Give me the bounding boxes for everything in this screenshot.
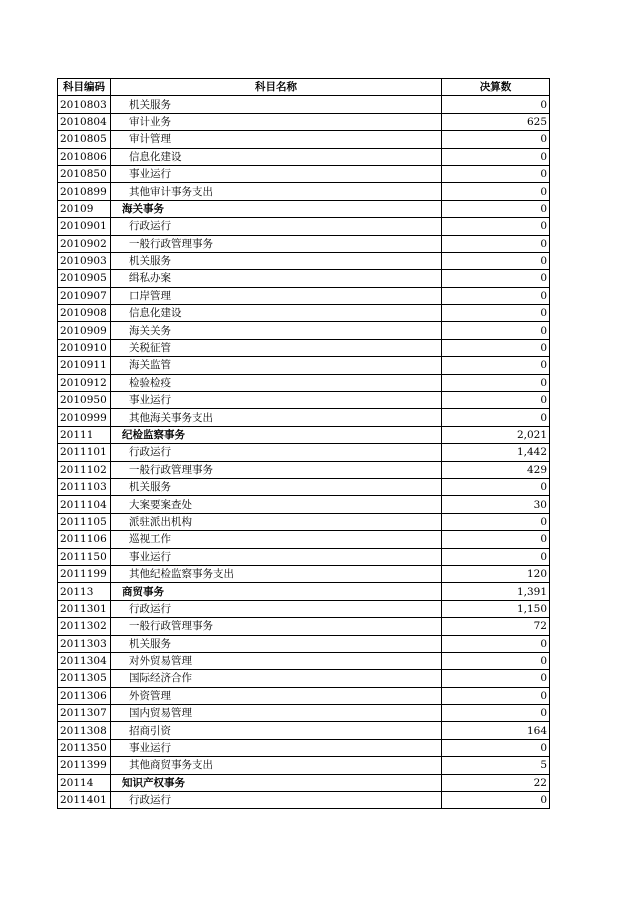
code-cell: 20111: [58, 426, 111, 443]
value-cell: 0: [442, 287, 550, 304]
code-cell: 2011308: [58, 722, 111, 739]
name-cell: 派驻派出机构: [111, 513, 442, 530]
table-row: [58, 131, 550, 148]
value-cell: 0: [442, 270, 550, 287]
code-cell: 2011150: [58, 548, 111, 565]
name-cell: 其他海关事务支出: [111, 409, 442, 426]
code-cell: 2010899: [58, 183, 111, 200]
table-row: [58, 218, 550, 235]
value-cell: 2,021: [442, 426, 550, 443]
table-row: [58, 461, 550, 478]
value-cell: 72: [442, 618, 550, 635]
value-cell: 0: [442, 739, 550, 756]
value-cell: 0: [442, 148, 550, 165]
value-cell: 1,150: [442, 600, 550, 617]
value-cell: 0: [442, 200, 550, 217]
name-cell: 一般行政管理事务: [111, 235, 442, 252]
value-cell: 0: [442, 705, 550, 722]
code-cell: 2011102: [58, 461, 111, 478]
table-row: [58, 444, 550, 461]
name-cell: 信息化建设: [111, 305, 442, 322]
table-row: [58, 252, 550, 269]
code-cell: 2011302: [58, 618, 111, 635]
code-cell: 2010912: [58, 374, 111, 391]
name-cell: 其他商贸事务支出: [111, 757, 442, 774]
table-row: [58, 235, 550, 252]
value-cell: 625: [442, 113, 550, 130]
code-cell: 2011401: [58, 792, 111, 809]
code-cell: 2011303: [58, 635, 111, 652]
name-cell: 行政运行: [111, 444, 442, 461]
name-cell: 外资管理: [111, 687, 442, 704]
name-cell: 缉私办案: [111, 270, 442, 287]
name-cell: 对外贸易管理: [111, 652, 442, 669]
name-cell: 纪检监察事务: [111, 426, 442, 443]
table-row: [58, 305, 550, 322]
name-cell: 大案要案查处: [111, 496, 442, 513]
code-cell: 2010803: [58, 96, 111, 113]
value-cell: 0: [442, 165, 550, 182]
table-row: [58, 409, 550, 426]
code-cell: 2011106: [58, 531, 111, 548]
code-cell: 2010907: [58, 287, 111, 304]
name-cell: 事业运行: [111, 739, 442, 756]
header-name: 科目名称: [111, 79, 442, 96]
code-cell: 2011104: [58, 496, 111, 513]
code-cell: 2011105: [58, 513, 111, 530]
name-cell: 国内贸易管理: [111, 705, 442, 722]
value-cell: 1,442: [442, 444, 550, 461]
name-cell: 一般行政管理事务: [111, 618, 442, 635]
value-cell: 30: [442, 496, 550, 513]
table-row: [58, 635, 550, 652]
name-cell: 行政运行: [111, 792, 442, 809]
name-cell: 口岸管理: [111, 287, 442, 304]
name-cell: 海关事务: [111, 200, 442, 217]
table-row: [58, 722, 550, 739]
table-row: [58, 374, 550, 391]
value-cell: 0: [442, 96, 550, 113]
value-cell: 0: [442, 513, 550, 530]
table-row: [58, 600, 550, 617]
code-cell: 2010901: [58, 218, 111, 235]
table-row: [58, 618, 550, 635]
value-cell: 120: [442, 565, 550, 582]
value-cell: 0: [442, 548, 550, 565]
table-row: [58, 287, 550, 304]
table-row: [58, 757, 550, 774]
name-cell: 国际经济合作: [111, 670, 442, 687]
value-cell: 0: [442, 652, 550, 669]
code-cell: 20109: [58, 200, 111, 217]
code-cell: 2011101: [58, 444, 111, 461]
name-cell: 商贸事务: [111, 583, 442, 600]
code-cell: 2011350: [58, 739, 111, 756]
table-row: [58, 270, 550, 287]
value-cell: 0: [442, 409, 550, 426]
code-cell: 2011199: [58, 565, 111, 582]
value-cell: 0: [442, 792, 550, 809]
table-row: [58, 339, 550, 356]
value-cell: 0: [442, 531, 550, 548]
name-cell: 机关服务: [111, 96, 442, 113]
code-cell: 2010908: [58, 305, 111, 322]
table-row: [58, 96, 550, 113]
table-row: [58, 165, 550, 182]
code-cell: 2011304: [58, 652, 111, 669]
value-cell: 0: [442, 687, 550, 704]
value-cell: 0: [442, 235, 550, 252]
header-code: 科目编码: [58, 79, 111, 96]
code-cell: 2010950: [58, 392, 111, 409]
table-body: [58, 96, 550, 809]
category-row: [58, 200, 550, 217]
value-cell: 22: [442, 774, 550, 791]
value-cell: 0: [442, 478, 550, 495]
name-cell: 检验检疫: [111, 374, 442, 391]
value-cell: 0: [442, 322, 550, 339]
name-cell: 知识产权事务: [111, 774, 442, 791]
name-cell: 其他纪检监察事务支出: [111, 565, 442, 582]
code-cell: 2011306: [58, 687, 111, 704]
code-cell: 2011301: [58, 600, 111, 617]
table-row: [58, 357, 550, 374]
value-cell: 5: [442, 757, 550, 774]
name-cell: 机关服务: [111, 635, 442, 652]
name-cell: 招商引资: [111, 722, 442, 739]
value-cell: 0: [442, 131, 550, 148]
table-row: [58, 183, 550, 200]
table-row: [58, 548, 550, 565]
table-row: [58, 531, 550, 548]
table-row: [58, 478, 550, 495]
code-cell: 2011103: [58, 478, 111, 495]
value-cell: 0: [442, 252, 550, 269]
name-cell: 信息化建设: [111, 148, 442, 165]
value-cell: 164: [442, 722, 550, 739]
value-cell: 0: [442, 183, 550, 200]
value-cell: 1,391: [442, 583, 550, 600]
code-cell: 2010805: [58, 131, 111, 148]
table-row: [58, 322, 550, 339]
name-cell: 行政运行: [111, 218, 442, 235]
table-row: [58, 565, 550, 582]
name-cell: 关税征管: [111, 339, 442, 356]
name-cell: 巡视工作: [111, 531, 442, 548]
name-cell: 事业运行: [111, 165, 442, 182]
name-cell: 海关监管: [111, 357, 442, 374]
name-cell: 其他审计事务支出: [111, 183, 442, 200]
name-cell: 机关服务: [111, 252, 442, 269]
table-row: [58, 792, 550, 809]
code-cell: 20113: [58, 583, 111, 600]
name-cell: 事业运行: [111, 392, 442, 409]
code-cell: 2011305: [58, 670, 111, 687]
category-row: [58, 426, 550, 443]
name-cell: 审计业务: [111, 113, 442, 130]
value-cell: 0: [442, 357, 550, 374]
name-cell: 一般行政管理事务: [111, 461, 442, 478]
code-cell: 2010850: [58, 165, 111, 182]
budget-table: [57, 78, 550, 809]
category-row: [58, 583, 550, 600]
code-cell: 2010804: [58, 113, 111, 130]
code-cell: 2010905: [58, 270, 111, 287]
code-cell: 2011399: [58, 757, 111, 774]
code-cell: 2010910: [58, 339, 111, 356]
table-row: [58, 687, 550, 704]
name-cell: 审计管理: [111, 131, 442, 148]
code-cell: 2010911: [58, 357, 111, 374]
value-cell: 429: [442, 461, 550, 478]
code-cell: 2010999: [58, 409, 111, 426]
table-row: [58, 652, 550, 669]
table-row: [58, 513, 550, 530]
code-cell: 2011307: [58, 705, 111, 722]
category-row: [58, 774, 550, 791]
value-cell: 0: [442, 635, 550, 652]
header-value: 决算数: [442, 79, 550, 96]
header-row: [58, 79, 550, 96]
code-cell: 2010902: [58, 235, 111, 252]
code-cell: 2010903: [58, 252, 111, 269]
name-cell: 行政运行: [111, 600, 442, 617]
value-cell: 0: [442, 392, 550, 409]
table-row: [58, 496, 550, 513]
table-row: [58, 705, 550, 722]
value-cell: 0: [442, 305, 550, 322]
name-cell: 海关关务: [111, 322, 442, 339]
value-cell: 0: [442, 339, 550, 356]
table-row: [58, 392, 550, 409]
value-cell: 0: [442, 218, 550, 235]
value-cell: 0: [442, 670, 550, 687]
table-row: [58, 739, 550, 756]
name-cell: 事业运行: [111, 548, 442, 565]
table-row: [58, 148, 550, 165]
code-cell: 2010806: [58, 148, 111, 165]
table-row: [58, 670, 550, 687]
table-row: [58, 113, 550, 130]
code-cell: 2010909: [58, 322, 111, 339]
name-cell: 机关服务: [111, 478, 442, 495]
value-cell: 0: [442, 374, 550, 391]
code-cell: 20114: [58, 774, 111, 791]
